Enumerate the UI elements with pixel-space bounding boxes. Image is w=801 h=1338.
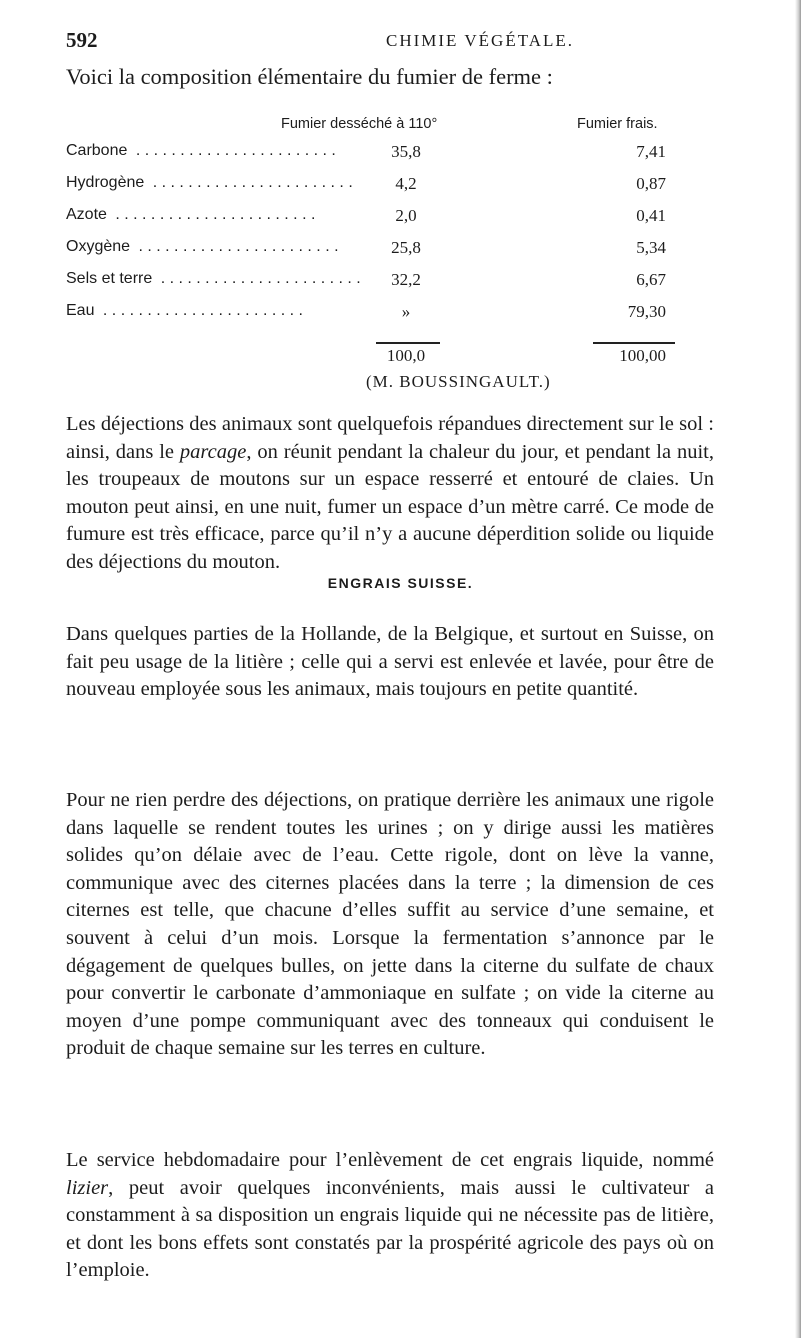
table-row: [66, 302, 726, 326]
row-value-fresh: 79,30: [627, 302, 666, 321]
row-value-fresh: 5,34: [636, 238, 666, 257]
column-header-dried: Fumier desséché à 110°: [281, 116, 438, 132]
intro-sentence: Voici la composition élémentaire du fumier de ferme :: [66, 64, 553, 89]
row-value-dried: 35,8: [391, 142, 421, 161]
term-lizier: lizier: [66, 1176, 109, 1199]
page-number: 592: [66, 28, 98, 52]
section-title: ENGRAIS SUISSE.: [327, 575, 474, 591]
row-value-dried: 4,2: [395, 174, 417, 193]
row-label: Eau . . . . . . . . . . . . . . . . . . . . . . .: [66, 302, 303, 319]
row-value-dried: 2,0: [395, 206, 417, 225]
table-row: [66, 142, 726, 166]
row-label: Sels et terre . . . . . . . . . . . . . . . . . . . . . . .: [66, 270, 361, 287]
running-head: CHIMIE VÉGÉTALE.: [386, 31, 575, 50]
table-row: [66, 174, 726, 198]
row-value-dried: »: [401, 302, 411, 321]
row-label: Hydrogène . . . . . . . . . . . . . . . . . . . . . . .: [66, 174, 353, 191]
sum-rule-fresh: [593, 342, 675, 344]
table-row: [66, 270, 726, 294]
table-row: [66, 238, 726, 262]
row-label: Carbone . . . . . . . . . . . . . . . . . . . . . . .: [66, 142, 336, 159]
total-fresh: 100,00: [619, 346, 666, 365]
paragraph-suisse: Dans quelques parties de la Hollande, de la Belgique, et surtout en Suisse, on fait peu usage de la litière ; celle qui a servi est enlevée et lavée, pour être de nouveau employée sous les animaux, mais toujours en petite quantité.: [66, 623, 714, 701]
row-value-fresh: 0,41: [636, 206, 666, 225]
term-parcage: parcage: [179, 440, 247, 463]
row-value-dried: 32,2: [391, 270, 421, 289]
total-dried: 100,0: [386, 346, 426, 365]
composition-table: [66, 116, 726, 376]
row-value-fresh: 6,67: [636, 270, 666, 289]
totals-row: [66, 346, 726, 370]
sum-rule-dried: [376, 342, 440, 344]
column-header-fresh: Fumier frais.: [577, 116, 658, 132]
row-value-dried: 25,8: [391, 238, 421, 257]
paragraph-lizier: Le service hebdomadaire pour l’enlèvement de cet engrais liquide, nommé lizier, peut avoir quelques inconvénients, mais aussi le cultivateur a constamment à sa disposition un engrais liquide qui ne nécessite pas de litière, et dont les bons effets sont constatés par la prospérité agricole des pays où on l’emploie.: [66, 1149, 714, 1282]
page-header: [66, 28, 666, 58]
row-value-fresh: 0,87: [636, 174, 666, 193]
paragraph-rigole: Pour ne rien perdre des déjections, on pratique derrière les animaux une rigole dans laquelle se rendent toutes les urines ; on y dirige aussi les matières solides qu’on délaie avec de l’eau. Cette rigole, dont on lève la vanne, communique avec des citernes placées dans la terre ; la dimension de ces citernes est telle, que chacune d’elles suffit au service d’une semaine, et souvent à celui d’un mois. Lorsque la fermentation s’annonce par le dégagement de quelques bulles, on jette dans la citerne du sulfate de chaux pour convertir le carbonate d’ammoniaque en sulfate ; on vide la citerne au moyen d’une pompe communiquant avec des tonneaux qui conduisent le produit de chaque semaine sur les terres en culture.: [66, 789, 714, 1060]
source-attribution: (M. BOUSSINGAULT.): [366, 372, 551, 391]
row-label: Azote . . . . . . . . . . . . . . . . . . . . . . .: [66, 206, 316, 223]
paragraph-parcage: Les déjections des animaux sont quelquefois répandues directement sur le sol : ainsi, dans le parcage, on réunit pendant la chaleur du jour, et pendant la nuit, les troupeaux de moutons sur un espace resserré et entouré de claies. Un mouton peut ainsi, en une nuit, fumer un espace d’un mètre carré. Ce mode de fumure est très efficace, parce qu’il n’y a aucune déperdition solide ou liquide des déjections du mouton.: [66, 413, 714, 573]
table-row: [66, 206, 726, 230]
row-value-fresh: 7,41: [636, 142, 666, 161]
row-label: Oxygène . . . . . . . . . . . . . . . . . . . . . . .: [66, 238, 339, 255]
page-edge: [795, 0, 801, 1338]
